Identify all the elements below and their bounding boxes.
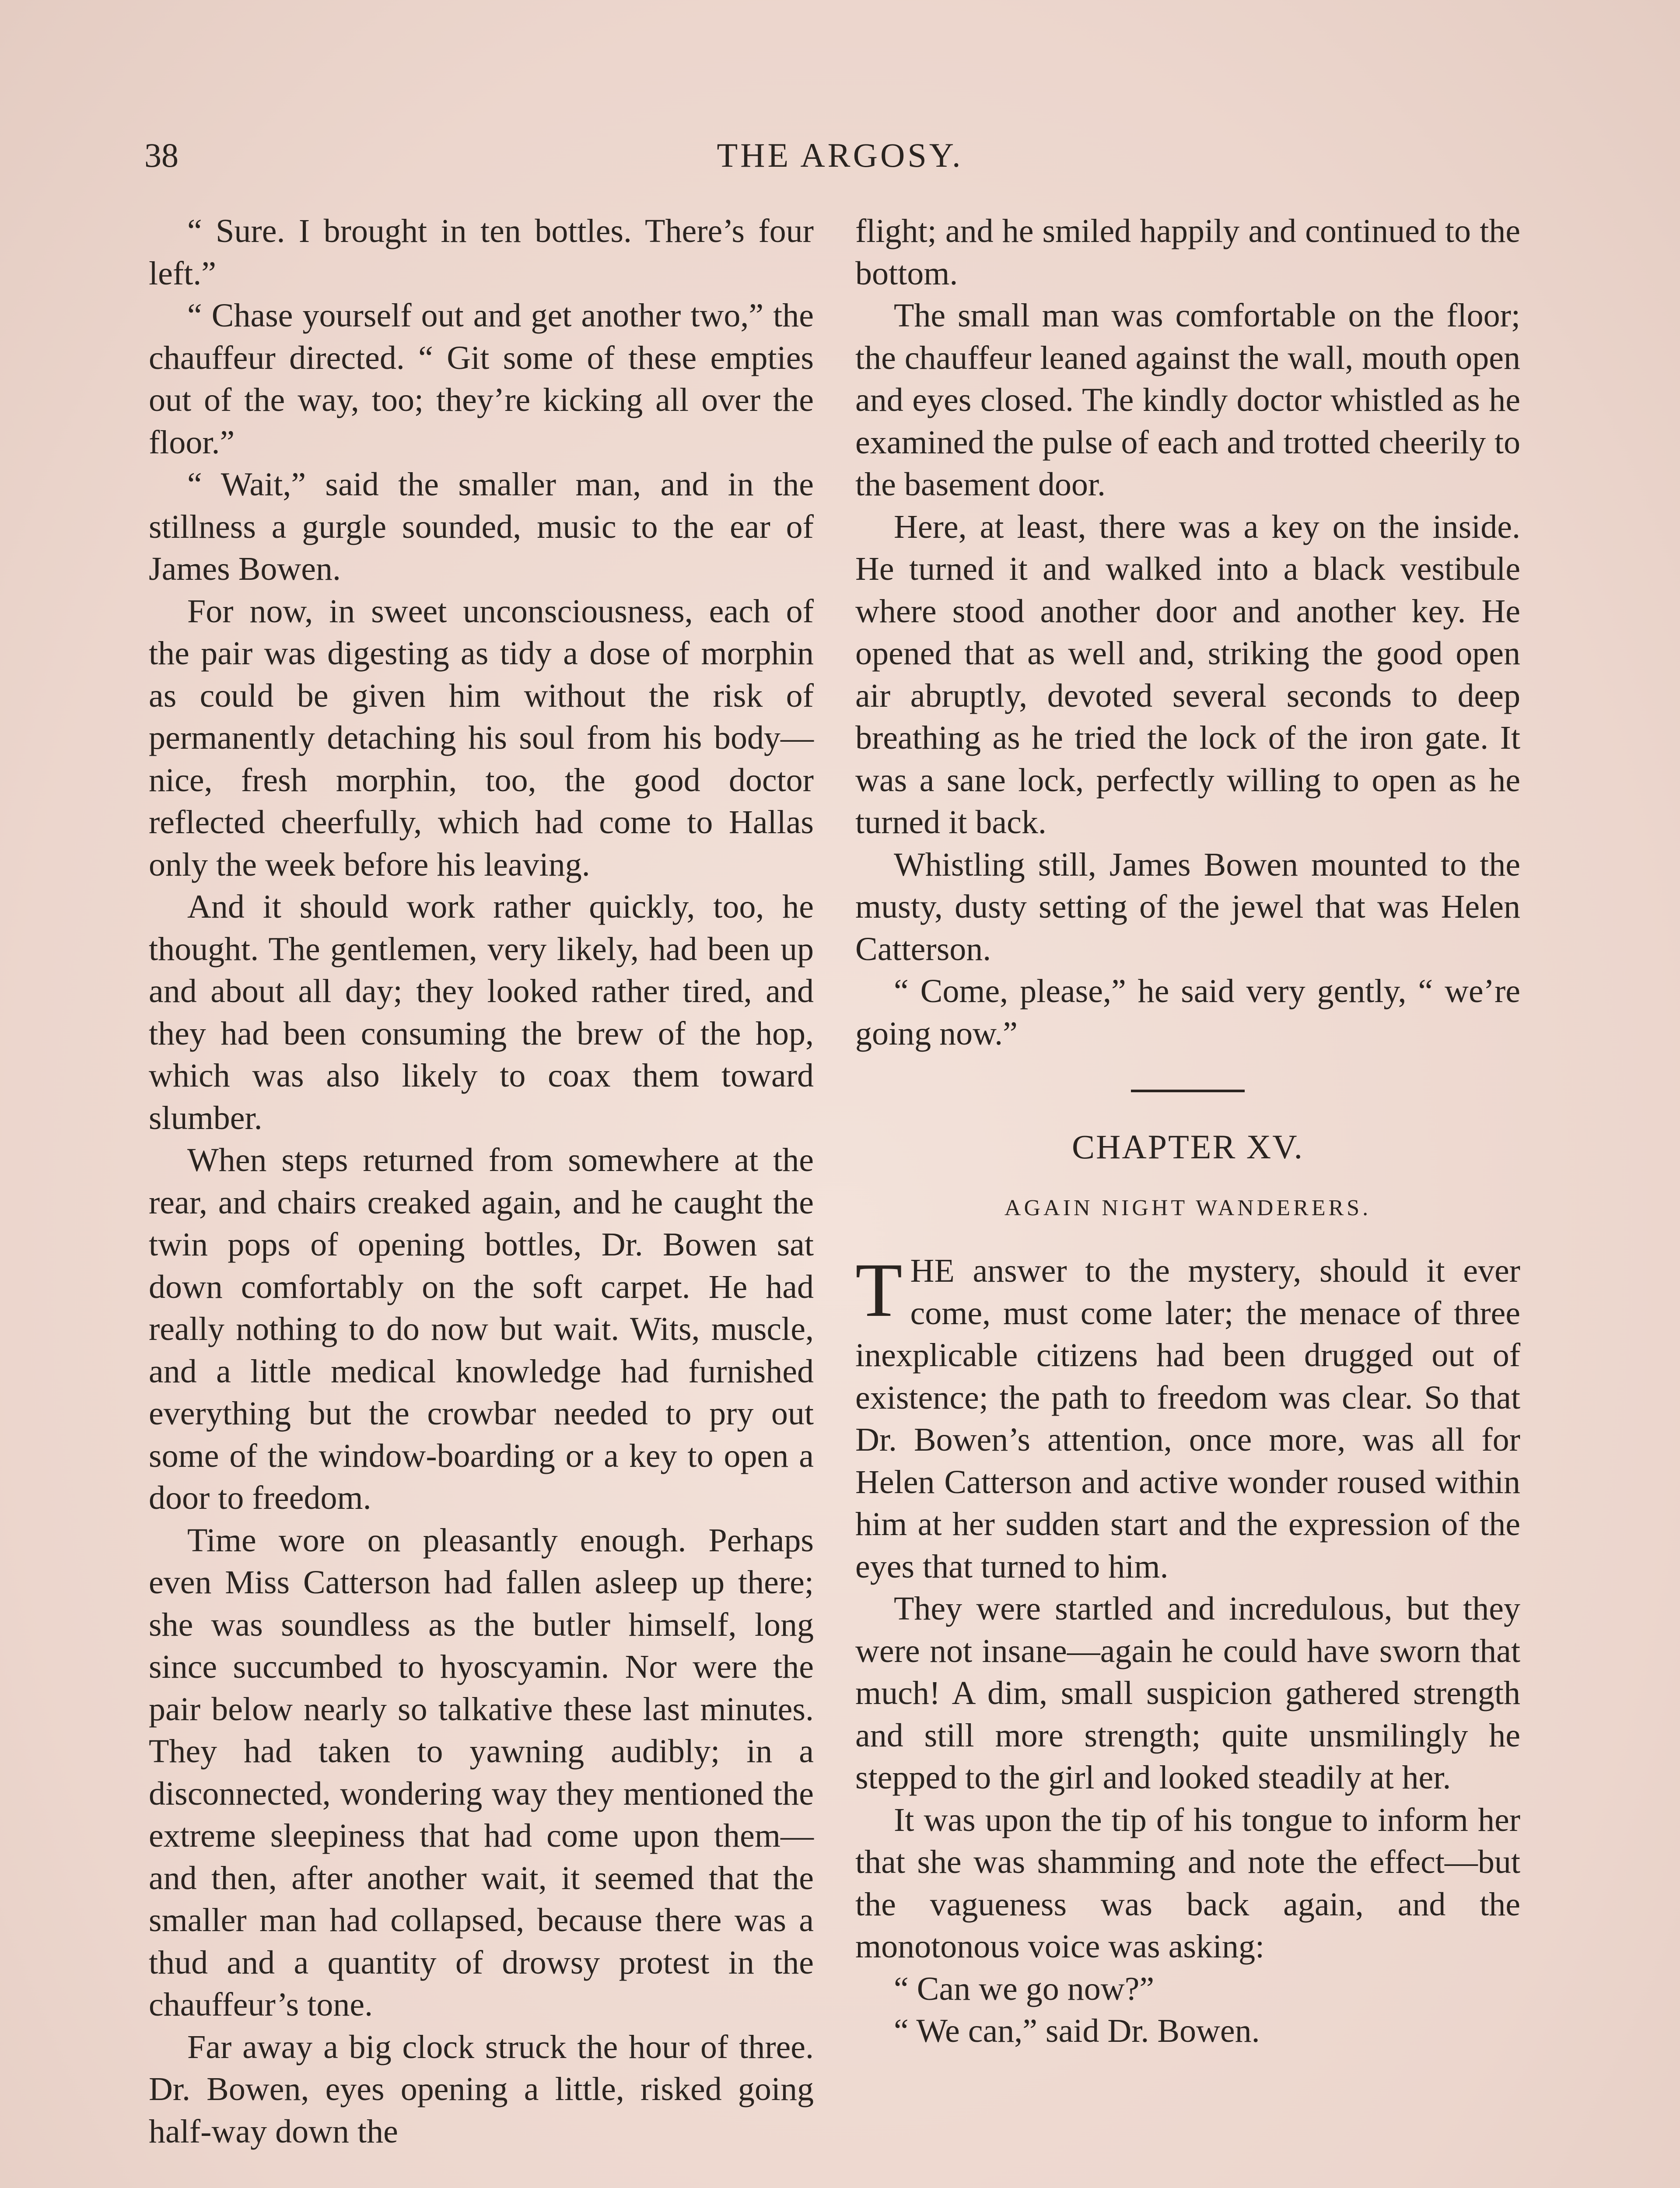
chapter-title: CHAPTER XV. [1072, 1128, 1304, 1166]
body-paragraph: Far away a big clock struck the hour of three. Dr. Bowen, eyes opening a little, risked going half-way down the [149, 2028, 814, 2150]
continued-paragraph: flight; and he smiled happily and continued to the bottom. [855, 213, 1520, 292]
body-paragraph: When steps returned from somewhere at the rear, and chairs creaked again, and he caught the twin pops of opening bottles, Dr. Bowen sat down comfortably on the soft carpet. He had really nothing to do now but wait. Wits, muscle, and a little medical knowledge had furnished everything but the crowbar needed to pry out some of the window-boarding or a key to open a door to freedom. [149, 1142, 814, 1516]
page-number: 38 [144, 136, 178, 174]
chapter-subtitle: AGAIN NIGHT WANDERERS. [1004, 1196, 1372, 1220]
body-paragraph: It was upon the tip of his tongue to inform her that she was shamming and note the effect—but the vagueness was back again, and the monotonous voice was asking: [855, 1801, 1520, 1965]
drop-cap: T [855, 1248, 903, 1333]
body-paragraph: They were startled and incredulous, but they were not insane—again he could have sworn that much! A dim, small suspicion gathered strength and still more strength; quite unsmilingly he stepped to the girl and looked steadily at her. [855, 1590, 1520, 1796]
body-paragraph: “ Sure. I brought in ten bottles. There’s four left.” [149, 213, 814, 292]
left-column [149, 210, 814, 2153]
body-paragraph: “ Chase yourself out and get another two,” the chauffeur directed. “ Git some of these empties out of the way, too; they’re kicking all over the floor.” [149, 297, 814, 461]
body-paragraph: “ Come, please,” he said very gently, “ we’re going now.” [855, 973, 1520, 1052]
body-paragraph: And it should work rather quickly, too, he thought. The gentlemen, very likely, had been up and about all day; they looked rather tired, and they had been consuming the brew of the hop, which was also likely to coax them toward slumber. [149, 888, 814, 1136]
running-title: THE ARGOSY. [717, 136, 963, 174]
body-paragraph: “ We can,” said Dr. Bowen. [894, 2013, 1260, 2049]
body-paragraph: “ Can we go now?” [894, 1970, 1155, 2007]
body-paragraph: The small man was comfortable on the floor; the chauffeur leaned against the wall, mouth open and eyes closed. The kindly doctor whistled as he examined the pulse of each and trotted cheerily to the basement door. [855, 297, 1520, 503]
body-paragraph: “ Wait,” said the smaller man, and in the stillness a gurgle sounded, music to the ear of James Bowen. [149, 466, 814, 587]
chapter-opening-paragraph [855, 1250, 1520, 1588]
body-paragraph: For now, in sweet unconsciousness, each of the pair was digesting as tidy a dose of morphin as could be given him without the risk of permanently detaching his soul from his body—nice, fresh morphin, too, the good doctor reflected cheerfully, which had come to Hallas only the week before his leaving. [149, 593, 814, 883]
right-column [855, 210, 1520, 2052]
body-paragraph: Time wore on pleasantly enough. Perhaps even Miss Catterson had fallen asleep up there; she was soundless as the butler himself, long since succumbed to hyoscyamin. Nor were the pair below nearly so talkative these last minutes. They had taken to yawning audibly; in a disconnected, wondering way they mentioned the extreme sleepiness that had come upon them—and then, after another wait, it seemed that the smaller man had collapsed, because there was a thud and a quantity of drowsy protest in the chauffeur’s tone. [149, 1522, 814, 2023]
opening-paragraph-text: HE answer to the mystery, should it ever come, must come later; the menace of three inexplicable citizens had been drugged out of existence; the path to freedom was clear. So that Dr. Bowen’s attention, once more, was all for Helen Catterson and active wonder roused within him at her sudden start and the expression of the eyes that turned to him. [855, 1252, 1520, 1585]
page-header [144, 131, 1536, 179]
section-divider [1131, 1090, 1245, 1092]
body-paragraph: Whistling still, James Bowen mounted to the musty, dusty setting of the jewel that was Helen Catterson. [855, 846, 1520, 968]
body-paragraph: Here, at least, there was a key on the inside. He turned it and walked into a black vestibule where stood another door and another key. He opened that as well and, striking the good open air abruptly, devoted several seconds to deep breathing as he tried the lock of the iron gate. It was a sane lock, perfectly willing to open as he turned it back. [855, 508, 1520, 841]
